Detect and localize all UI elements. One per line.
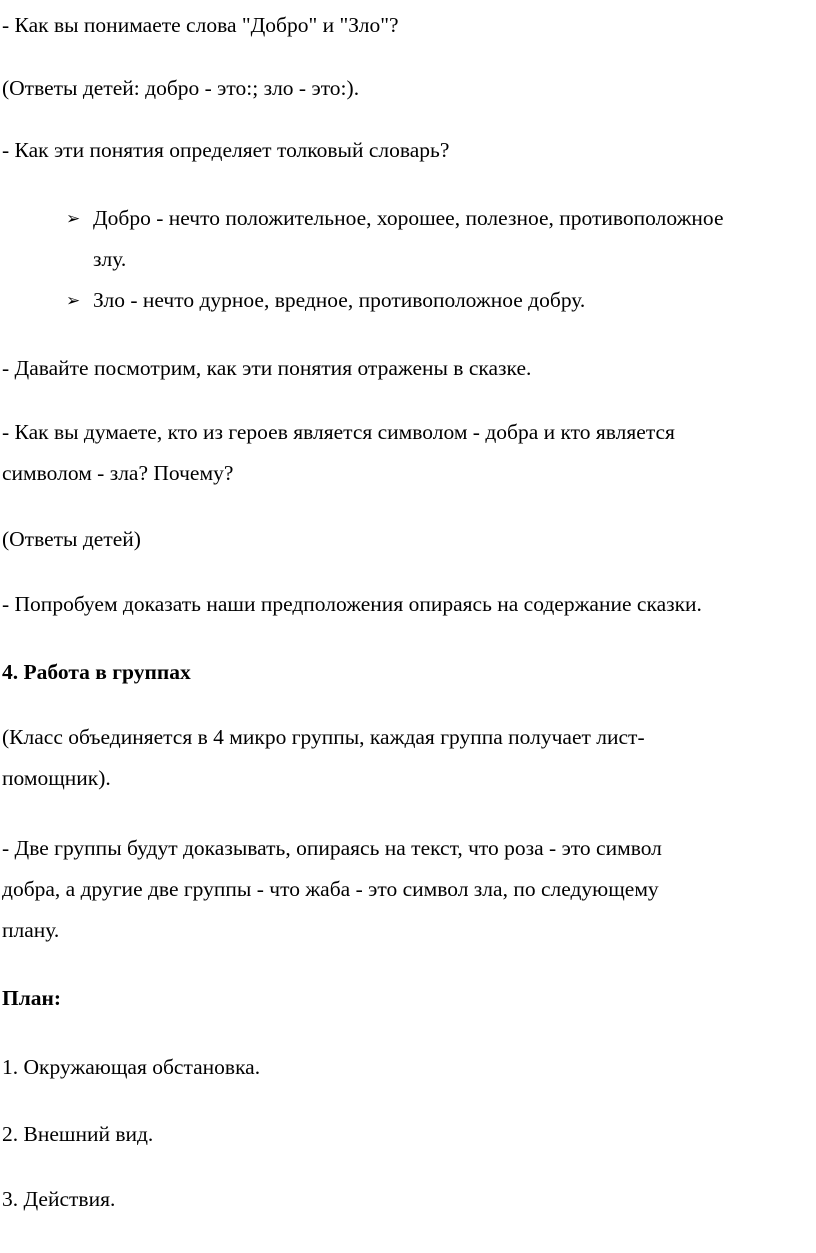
bullet-item-good-continued: злу. bbox=[93, 247, 127, 271]
children-answers: (Ответы детей: добро - это:; зло - это:). bbox=[2, 76, 360, 100]
plan-item: 2. Внешний вид. bbox=[2, 1122, 154, 1146]
group-text-line: помощник). bbox=[2, 766, 111, 790]
section-heading: 4. Работа в группах bbox=[2, 660, 191, 684]
paragraph-heroes: - Как вы думаете, кто из героев является символом - добра и кто является bbox=[2, 420, 675, 444]
group-text-line: - Две группы будут доказывать, опираясь на текст, что роза - это символ bbox=[2, 836, 662, 860]
paragraph-heroes-continued: символом - зла? Почему? bbox=[2, 461, 234, 485]
question-good-evil: - Как вы понимаете слова "Добро" и "Зло"? bbox=[2, 13, 399, 37]
bullet-text: Добро - нечто положительное, хорошее, полезное, противоположное bbox=[93, 206, 724, 230]
plan-item: 3. Действия. bbox=[2, 1187, 116, 1211]
arrow-bullet-icon: ➢ bbox=[66, 291, 81, 311]
plan-item: 1. Окружающая обстановка. bbox=[2, 1055, 261, 1079]
bullet-item-evil bbox=[66, 287, 585, 314]
group-text-line: (Класс объединяется в 4 микро группы, каждая группа получает лист- bbox=[2, 725, 645, 749]
group-text-line: добра, а другие две группы - что жаба - это символ зла, по следующему bbox=[2, 877, 659, 901]
paragraph-answers: (Ответы детей) bbox=[2, 527, 141, 551]
group-text-line: плану. bbox=[2, 918, 60, 942]
bullet-text: Зло - нечто дурное, вредное, противоположное добру. bbox=[93, 288, 586, 312]
paragraph-tale: - Давайте посмотрим, как эти понятия отражены в сказке. bbox=[2, 356, 532, 380]
plan-heading: План: bbox=[2, 986, 62, 1010]
paragraph-prove: - Попробуем доказать наши предположения опираясь на содержание сказки. bbox=[2, 592, 702, 616]
question-dictionary: - Как эти понятия определяет толковый словарь? bbox=[2, 138, 450, 162]
arrow-bullet-icon: ➢ bbox=[66, 209, 81, 229]
bullet-item-good bbox=[66, 205, 723, 232]
